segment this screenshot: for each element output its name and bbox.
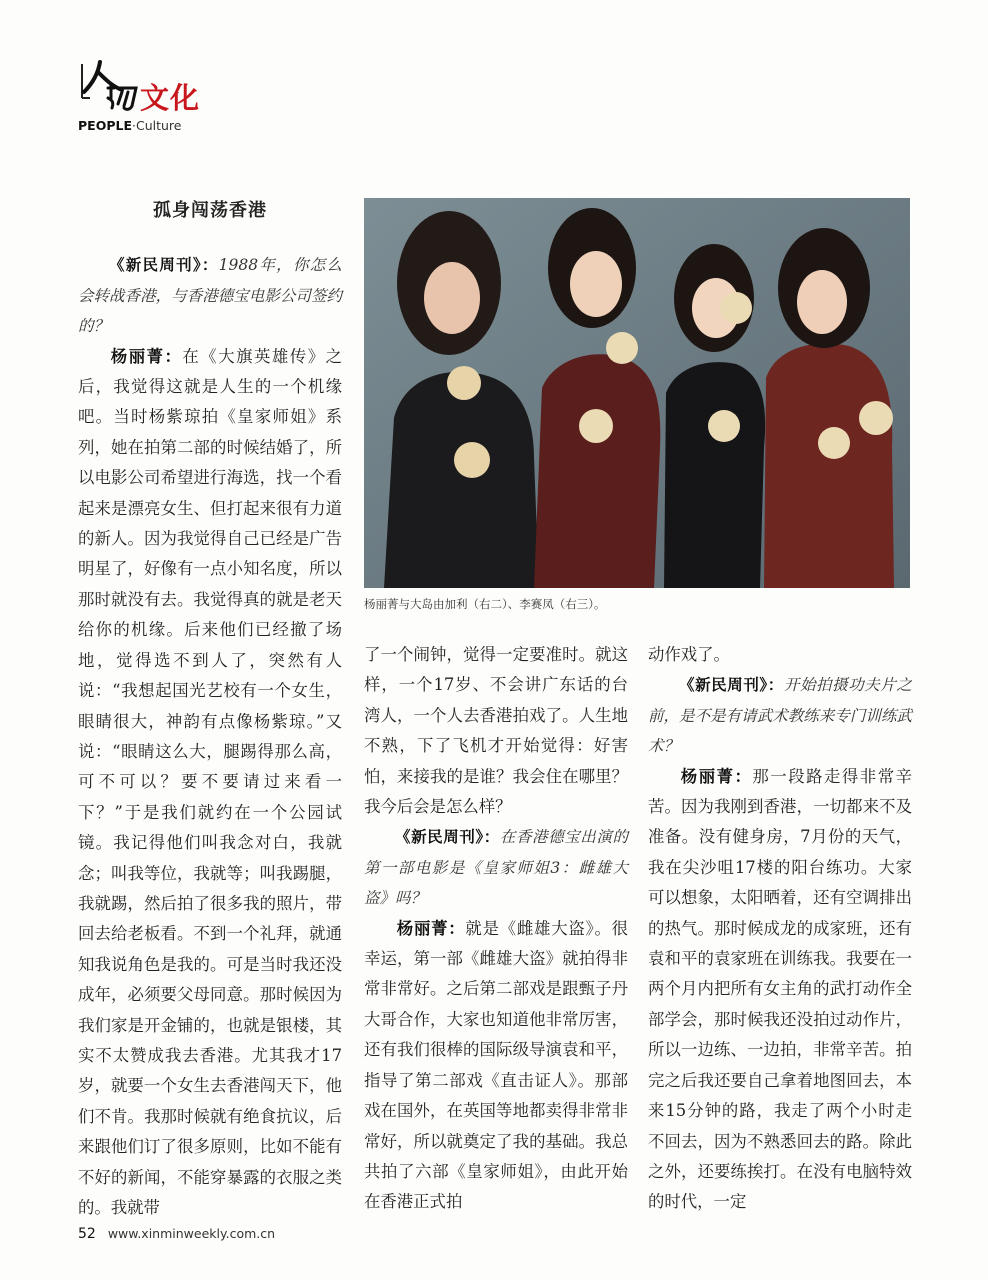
cover-photo bbox=[364, 198, 910, 588]
question-paragraph: 《新民周刊》：1988年，你怎么会转战香港，与香港德宝电影公司签约的？ bbox=[78, 256, 342, 336]
section-logo bbox=[78, 58, 218, 138]
photo-caption: 杨丽菁与大岛由加利（右二）、李赛凤（右三）。 bbox=[364, 597, 606, 611]
page-number: 52 bbox=[78, 1226, 96, 1242]
answer-continuation: 动作戏了。 bbox=[648, 645, 730, 664]
answer-paragraph: 杨丽菁：在《大旗英雄传》之后，我觉得这就是人生的一个机缘吧。当时杨紫琼拍《皇家师姐》系列，她在拍第二部的时候结婚了，所以电影公司希望进行海选，找一个看起来是漂亮女生、但打起来很有力道的新人。因为我觉得自己已经是广告明星了，好像有一点小知名度，所以那时就没有去。我觉得真的就是老天给你的机缘。后来他们已经撤了场地，觉得选不到人了，突然有人说：“我想起国光艺校有一个女生，眼睛很大，神韵有点像杨紫琼。”又说：“眼睛这么大，腿踢得那么高，可不可以？要不要请过来看一下？”于是我们就约在一个公园试镜。我记得他们叫我念对白，我就念；叫我等位，我就等；叫我踢腿，我就踢，然后拍了很多我的照片，带回去给老板看。不到一个礼拜，就通知我说角色是我的。可是当时我还没成年，必须要父母同意。那时候因为我们家是开金铺的，也就是银楼，其实不太赞成我去香港。尤其我才17岁，就要一个女生去香港闯天下，他们不肯。我那时候就有绝食抗议，后来跟他们订了很多原则，比如不能有不好的新闻，不能穿暴露的衣服之类的。我就带 bbox=[78, 346, 343, 1217]
answer-continuation: 了一个闹钟，觉得一定要准时。就这样，一个17岁、不会讲广东话的台湾人，一个人去香港拍戏了。人生地不熟，下了飞机才开始觉得：好害怕，来接我的是谁？我会住在哪里？我今后会是怎么样？ bbox=[364, 645, 628, 817]
section-name: 文化 bbox=[140, 81, 201, 115]
question-paragraph: 《新民周刊》：开始拍摄功夫片之前，是不是有请武术教练来专门训练武术？ bbox=[648, 676, 912, 756]
website-url: www.xinminweekly.com.cn bbox=[107, 1226, 276, 1241]
article-column-3 bbox=[648, 640, 912, 1218]
people-logo-icon bbox=[78, 58, 140, 116]
article-column-1 bbox=[78, 196, 342, 1223]
question-paragraph: 《新民周刊》：在香港德宝出演的第一部电影是《皇家师姐3：雌雄大盗》吗？ bbox=[364, 828, 628, 908]
article-column-2 bbox=[364, 640, 628, 1218]
section-name-en: PEOPLE·Culture bbox=[78, 118, 182, 133]
answer-paragraph: 杨丽菁：就是《雌雄大盗》。很幸运，第一部《雌雄大盗》就拍得非常非常好。之后第二部戏是跟甄子丹大哥合作，大家也知道他非常厉害，还有我们很棒的国际级导演袁和平，指导了第二部戏《直击证人》。那部戏在国外，在英国等地都卖得非常非常好，所以就奠定了我的基础。我总共拍了六部《皇家师姐》，由此开始在香港正式拍 bbox=[364, 918, 628, 1212]
page-footer bbox=[78, 1226, 275, 1242]
section-title: 孤身闯荡香港 bbox=[153, 200, 267, 221]
answer-paragraph: 杨丽菁：那一段路走得非常辛苦。因为我刚到香港，一切都来不及准备。没有健身房，7月份的天气，我在尖沙咀17楼的阳台练功。大家可以想象，太阳晒着，还有空调排出的热气。那时候成龙的成家班，还有袁和平的袁家班在训练我。我要在一两个月内把所有女主角的武打动作全部学会，那时候我还没拍过动作片，所以一边练、一边拍，非常辛苦。拍完之后我还要自己拿着地图回去，本来15分钟的路，我走了两个小时走不回去，因为不熟悉回去的路。除此之外，还要练挨打。在没有电脑特效的时代，一定 bbox=[648, 766, 913, 1212]
